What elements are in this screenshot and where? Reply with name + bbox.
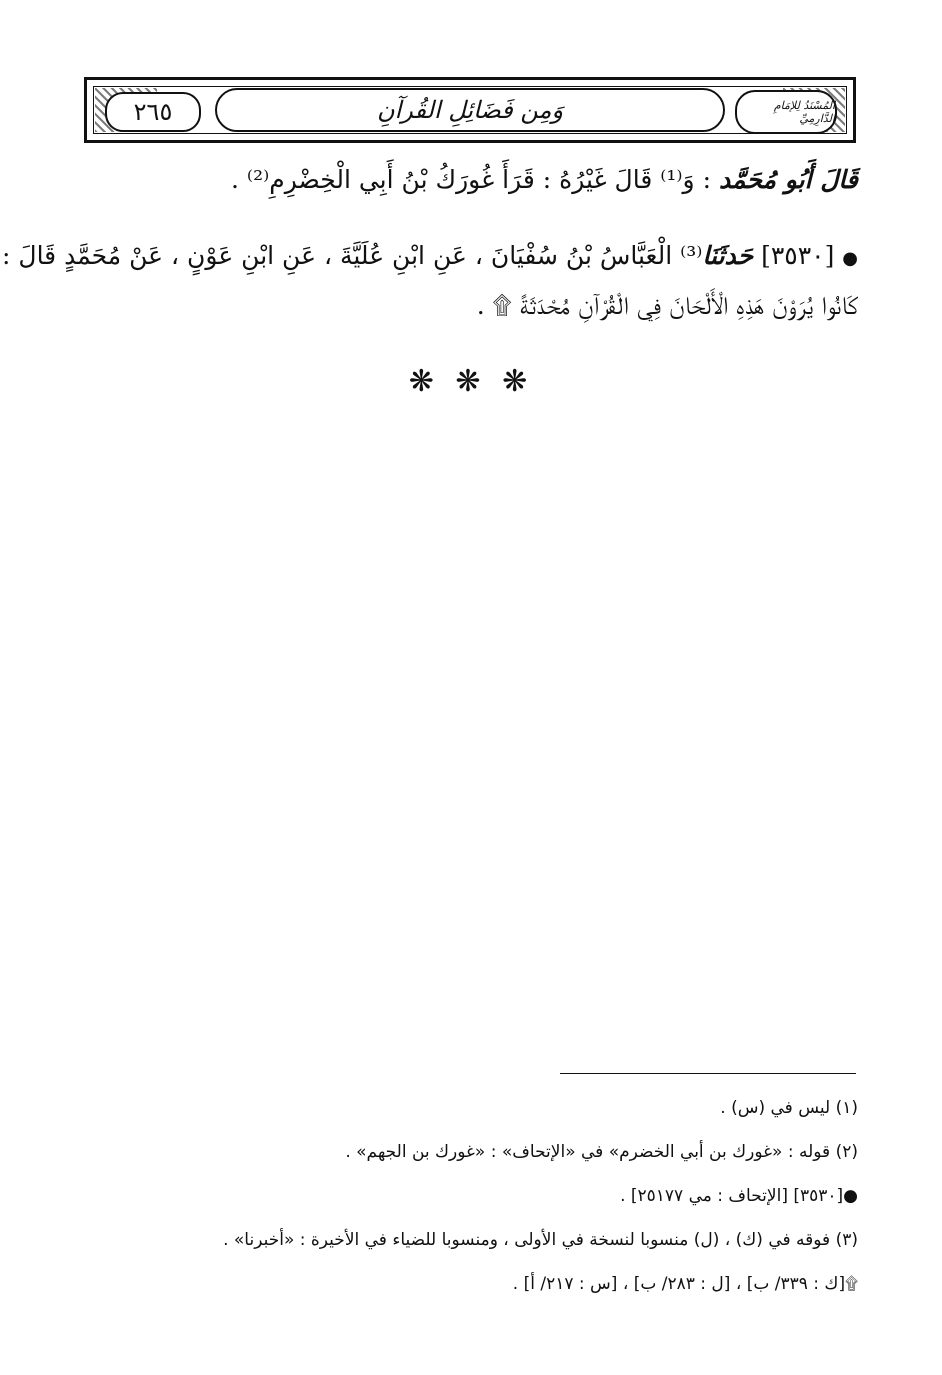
line1-text: : وَ⁽¹⁾ قَالَ غَيْرُهُ : قَرَأَ غُورَكُ بْنُ أَبِي الْخِضْرِمِ⁽²⁾ . xyxy=(231,165,719,194)
hadith-number: [٣٥٣٠] xyxy=(761,241,835,270)
speaker-label: قَالَ أَبُو مُحَمَّد xyxy=(718,165,858,194)
text-line-2 xyxy=(2,238,858,277)
book-emblem-text: المُسْنَدُ لِلإمَامِ الدَّارِمِيِّ xyxy=(773,99,835,125)
footnote-3: ●[٣٥٣٠] [الإتحاف : مي ٢٥١٧٧] . xyxy=(620,1186,858,1206)
page-header-frame xyxy=(84,77,856,143)
narration-word: حَدثَنَا xyxy=(702,241,754,270)
footnote-2: (٢) قوله : «غورك بن أبي الخضرم» في «الإتحاف» : «غورك بن الجهم» . xyxy=(345,1142,858,1162)
line3-text: كَانُوا يُرَوْنَ هَذِهِ الْأَلْحَانَ فِي الْقُرْآنِ مُحْدَثَةً ۩ . xyxy=(476,291,858,320)
footnote-5: ۩[ك : ٣٣٩/ ب] ، [ل : ٢٨٣/ ب] ، [س : ٢١٧/ أ] . xyxy=(512,1274,858,1294)
running-title: وَمِن فَضَائِلِ القُرآنِ xyxy=(376,96,564,124)
line2-text: ⁽³⁾ الْعَبَّاسُ بْنُ سُفْيَانَ ، عَنِ ابْنِ عُلَيَّةَ ، عَنِ ابْنِ عَوْنٍ ، عَنْ مُحَمَّدٍ قَالَ : xyxy=(2,241,703,270)
text-line-1 xyxy=(84,162,858,198)
text-line-3 xyxy=(84,288,858,324)
footnote-rule xyxy=(560,1073,856,1074)
hadith-bullet: ● xyxy=(842,248,858,269)
page-number-cartouche xyxy=(105,92,201,132)
section-separator: ❋ ❋ ❋ xyxy=(408,364,534,399)
footnote-4: (٣) فوقه في (ك) ، (ل) منسوبا لنسخة في الأولى ، ومنسوبا للضياء في الأخيرة : «أخبرنا» . xyxy=(223,1230,858,1250)
book-emblem xyxy=(735,90,837,134)
page-number: ٢٦٥ xyxy=(133,98,173,126)
footnote-1: (١) ليس في (س) . xyxy=(720,1098,858,1118)
running-title-cartouche xyxy=(215,88,725,132)
